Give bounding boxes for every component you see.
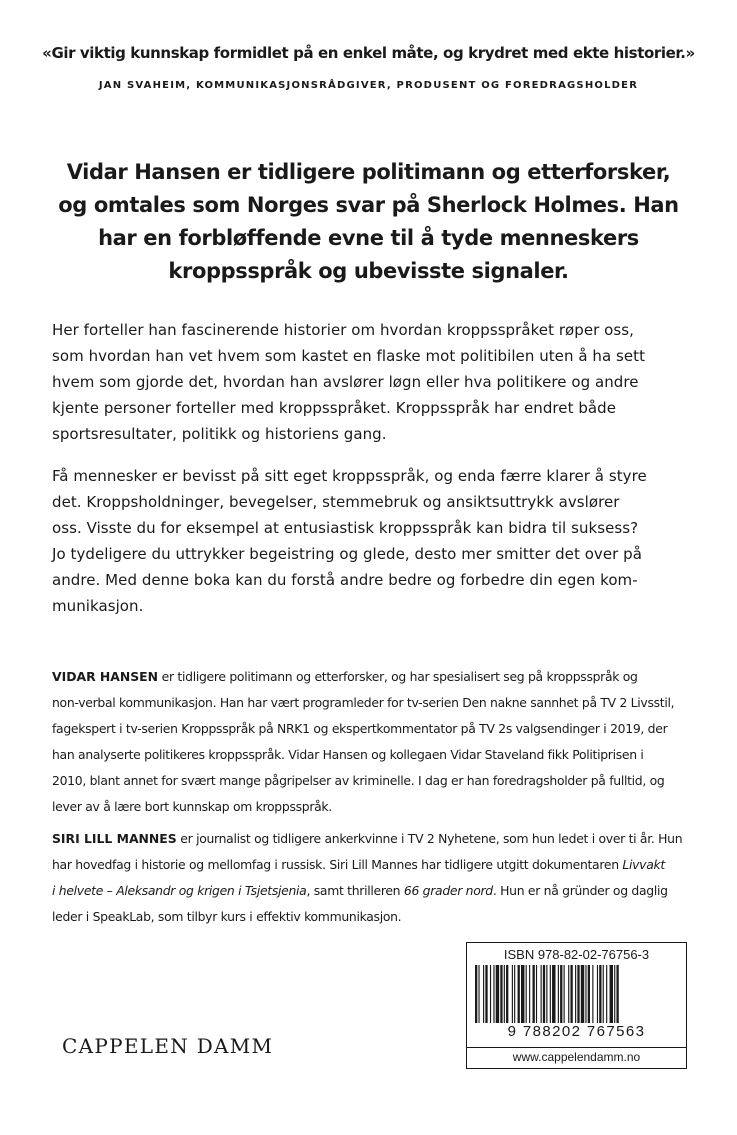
barcode-bar xyxy=(500,965,502,1023)
barcode-icon xyxy=(473,965,679,1023)
barcode-bar xyxy=(577,965,579,1023)
bio-text: er journalist og tidligere ankerkvinne i TV 2 Nyhetene, som hun ledet i over ti år. Hun xyxy=(176,831,683,846)
bio-line: 2010, blant annet for svært mange pågripelser av kriminelle. I dag er han foredragsholder på fulltid, og xyxy=(52,773,665,788)
barcode-bar xyxy=(603,965,604,1023)
barcode-box xyxy=(466,942,687,1069)
barcode-bar xyxy=(475,965,477,1023)
barcode-bar xyxy=(592,965,593,1023)
isbn-label: ISBN 978-82-02-76756-3 xyxy=(503,947,650,962)
barcode-bar xyxy=(504,965,505,1023)
bio-text: er tidligere politimann og etterforsker, og har spesialisert seg på kroppsspråk og xyxy=(158,669,638,684)
barcode-bar xyxy=(558,965,559,1023)
description-paragraph-1 xyxy=(52,317,692,447)
text-line: Få mennesker er bevisst på sitt eget kroppsspråk, og enda færre klarer å styre xyxy=(52,467,647,485)
barcode-bar xyxy=(543,965,545,1023)
text-line: oss. Visste du for eksempel at entusiastisk kroppsspråk kan bidra til suksess? xyxy=(52,519,639,537)
lead-line: Vidar Hansen er tidligere politimann og etterforsker, xyxy=(66,160,671,184)
author-bio-vidar-hansen xyxy=(52,664,692,820)
text-line: som hvordan han vet hvem som kastet en flaske mot politibilen uten å ha sett xyxy=(52,347,646,365)
publisher-logo: CAPPELEN DAMM xyxy=(62,1034,274,1058)
bio-line: leder i SpeakLab, som tilbyr kurs i effektiv kommunikasjon. xyxy=(52,909,402,924)
text-line: andre. Med denne boka kan du forstå andre bedre og forbedre din egen kom- xyxy=(52,571,638,589)
text-line: kjente personer forteller med kroppsspråket. Kroppsspråk har endret både xyxy=(52,399,616,417)
barcode-bar xyxy=(610,965,613,1023)
barcode-bar xyxy=(512,965,513,1023)
barcode-bar xyxy=(533,965,535,1023)
barcode-bar xyxy=(529,965,530,1023)
book-title: i helvete – Aleksandr og krigen i Tsjetsjenia xyxy=(52,883,307,898)
barcode-bar xyxy=(550,965,551,1023)
text-line: sportsresultater, politikk og historiens gang. xyxy=(52,425,387,443)
barcode-bar xyxy=(483,965,484,1023)
blurb-attribution: JAN SVAHEIM, KOMMUNIKASJONSRÅDGIVER, PRODUSENT OG FOREDRAGSHOLDER xyxy=(98,80,639,91)
author-name: SIRI LILL MANNES xyxy=(52,831,177,846)
barcode-bar xyxy=(506,965,508,1023)
book-title: 66 grader nord xyxy=(403,883,493,898)
bio-text: , samt thrilleren xyxy=(306,883,404,898)
barcode-bar xyxy=(526,965,527,1023)
lead-paragraph xyxy=(30,156,707,288)
bio-line: non-verbal kommunikasjon. Han har vært programleder for tv-serien Den nakne sannhet på TV 2 Livsstil, xyxy=(52,695,675,710)
barcode-bar xyxy=(560,965,562,1023)
lead-line: kroppsspråk og ubevisste signaler. xyxy=(168,259,569,283)
barcode-bar xyxy=(521,965,524,1023)
text-line: det. Kroppsholdninger, bevegelser, stemmebruk og ansiktsuttrykk avslører xyxy=(52,493,620,511)
barcode-bar xyxy=(546,965,547,1023)
barcode-bar xyxy=(599,965,601,1023)
publisher-url: www.cappelendamm.no xyxy=(467,1047,686,1064)
author-name: VIDAR HANSEN xyxy=(52,669,159,684)
barcode-bar xyxy=(575,965,576,1023)
barcode-bar xyxy=(493,965,494,1023)
barcode-bar xyxy=(518,965,520,1023)
text-line: munikasjon. xyxy=(52,597,144,615)
barcode-bar xyxy=(581,965,584,1023)
barcode-bar xyxy=(490,965,491,1023)
barcode-bar xyxy=(485,965,487,1023)
barcode-bar xyxy=(496,965,499,1023)
text-line: Her forteller han fascinerende historier om hvordan kroppsspråket røper oss, xyxy=(52,321,634,339)
bio-line xyxy=(52,878,692,904)
barcode-bar xyxy=(536,965,537,1023)
barcode-bar xyxy=(552,965,555,1023)
barcode-bar xyxy=(606,965,607,1023)
barcode-bar xyxy=(541,965,542,1023)
barcode-digits: 9 788202 767563 xyxy=(507,1023,646,1040)
bio-line: fagekspert i tv-serien Kroppsspråk på NRK1 og ekspertkommentator på TV 2s valgsendinger i 2019, der xyxy=(52,721,668,736)
bio-text: . Hun er nå gründer og daglig xyxy=(492,883,668,898)
blurb-quote: «Gir viktig kunnskap formidlet på en enkel måte, og krydret med ekte historier.» xyxy=(42,44,695,62)
lead-line: og omtales som Norges svar på Sherlock Holmes. Han xyxy=(58,193,679,217)
bio-text: har hovedfag i historie og mellomfag i russisk. Siri Lill Mannes har tidligere utgitt dokumentaren xyxy=(52,857,623,872)
barcode-bar xyxy=(614,965,615,1023)
barcode-bar xyxy=(564,965,565,1023)
text-line: Jo tydeligere du uttrykker begeistring og glede, desto mer smitter det over på xyxy=(52,545,642,563)
author-bio-siri-lill-mannes xyxy=(52,826,692,930)
barcode-bar xyxy=(585,965,586,1023)
barcode-bar xyxy=(514,965,515,1023)
bio-line xyxy=(52,826,692,852)
barcode-bar xyxy=(478,965,479,1023)
barcode-bar xyxy=(570,965,572,1023)
barcode-bar xyxy=(568,965,569,1023)
text-line: hvem som gjorde det, hvordan han avslører løgn eller hva politikere og andre xyxy=(52,373,639,391)
bio-line: han analyserte politikeres kroppsspråk. Vidar Hansen og kollegaen Vidar Staveland fikk Politiprisen i xyxy=(52,747,644,762)
book-title: Livvakt xyxy=(622,857,665,872)
bio-line xyxy=(52,852,692,878)
barcode-bar xyxy=(588,965,590,1023)
barcode-bar xyxy=(616,965,618,1023)
bio-line: lever av å lære bort kunnskap om kroppsspråk. xyxy=(52,799,332,814)
bio-line xyxy=(52,664,692,690)
description-paragraph-2 xyxy=(52,463,692,619)
barcode-bar xyxy=(597,965,598,1023)
lead-line: har en forbløffende evne til å tyde menneskers xyxy=(98,226,639,250)
